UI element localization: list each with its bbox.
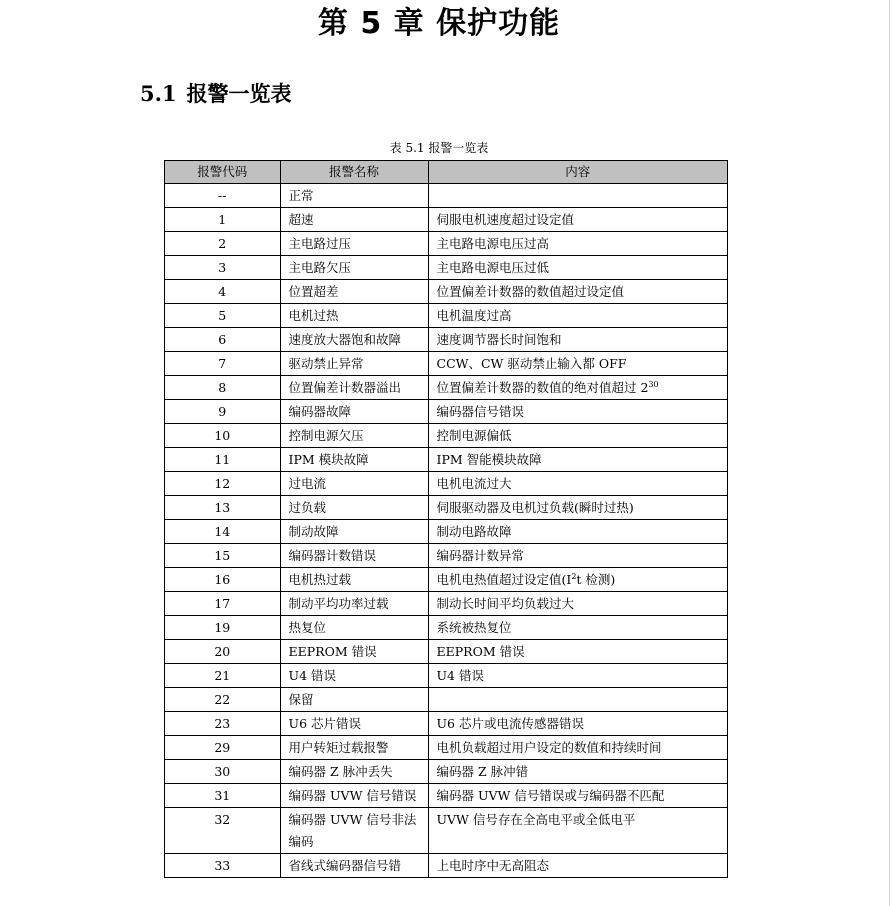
alarm-content-text: 电机负载超过用户设定的数值和持续时间 [436,740,662,755]
alarm-content-text: 编码器计数异常 [436,548,525,563]
table-row [165,352,728,376]
alarm-name-cell: 编码器 Z 脉冲丢失 [280,760,428,784]
alarm-content-text: U6 芯片或电流传感器错误 [436,716,584,731]
table-row [165,208,728,232]
alarm-name-cell: 过负载 [280,496,428,520]
alarm-code-cell: 7 [165,352,281,376]
alarm-code-cell: 5 [165,304,281,328]
table-row [165,184,728,208]
alarm-content-text: 伺服电机速度超过设定值 [436,212,575,227]
alarm-code-cell: 1 [165,208,281,232]
alarm-content-text: 电机电热值超过设定值(I [436,572,572,587]
alarm-content-text: UVW 信号存在全高电平或全低电平 [436,812,636,827]
alarm-name-cell: 电机热过载 [280,568,428,592]
chapter-title: 第 5 章 保护功能 [317,6,561,41]
alarm-code-cell: 20 [165,640,281,664]
alarm-name-cell: 位置超差 [280,280,428,304]
alarm-name-cell: 制动故障 [280,520,428,544]
alarm-content-cell [428,760,728,784]
alarm-content-text: 伺服驱动器及电机过负载(瞬时过热) [436,500,634,515]
alarm-content-cell [428,736,728,760]
alarm-content-text: 编码器 UVW 信号错误或与编码器不匹配 [436,788,665,803]
table-body [165,184,728,878]
alarm-content-cell [428,496,728,520]
alarm-content-cell [428,520,728,544]
alarm-name-cell [280,808,428,854]
table-row [165,280,728,304]
alarm-content-cell [428,376,728,400]
table-row [165,808,728,854]
alarm-content-cell [428,664,728,688]
alarm-content-text: IPM 智能模块故障 [436,452,542,467]
alarm-code-cell: 23 [165,712,281,736]
table-row [165,232,728,256]
alarm-content-cell [428,256,728,280]
section-heading [140,79,292,109]
alarm-name-cell: 编码器计数错误 [280,544,428,568]
alarm-content-tail: t 检测) [576,572,616,587]
alarm-code-cell: 17 [165,592,281,616]
alarm-name-cell: 驱动禁止异常 [280,352,428,376]
alarm-content-cell [428,352,728,376]
alarm-content-cell [428,472,728,496]
alarm-content-text: 电机电流过大 [436,476,512,491]
alarm-code-cell: 12 [165,472,281,496]
alarm-name-cell: 主电路欠压 [280,256,428,280]
table-row [165,256,728,280]
header-name: 报警名称 [280,161,428,184]
alarm-name-cell: 正常 [280,184,428,208]
table-row [165,854,728,878]
table-row [165,304,728,328]
alarm-content-cell [428,208,728,232]
alarm-content-cell [428,232,728,256]
alarm-table [164,160,728,878]
table-row [165,376,728,400]
alarm-code-cell: 10 [165,424,281,448]
table-row [165,568,728,592]
table-row [165,760,728,784]
table-row [165,424,728,448]
alarm-content-text: 制动电路故障 [436,524,512,539]
alarm-content-text: CCW、CW 驱动禁止输入都 OFF [436,356,627,371]
table-row [165,448,728,472]
alarm-code-cell: 14 [165,520,281,544]
page-edge-line [889,0,890,906]
alarm-code-cell: 21 [165,664,281,688]
alarm-content-cell [428,304,728,328]
alarm-code-cell: 11 [165,448,281,472]
alarm-name-cell: 编码器 UVW 信号错误 [280,784,428,808]
alarm-content-cell [428,712,728,736]
alarm-code-cell: 8 [165,376,281,400]
table-row [165,520,728,544]
alarm-name-cell: 超速 [280,208,428,232]
alarm-name-cell: 省线式编码器信号错 [280,854,428,878]
alarm-name-cell: 速度放大器饱和故障 [280,328,428,352]
table-row [165,688,728,712]
alarm-content-text: 位置偏差计数器的数值超过设定值 [436,284,625,299]
alarm-code-cell: 29 [165,736,281,760]
alarm-name-cell: 电机过热 [280,304,428,328]
alarm-content-cell [428,616,728,640]
alarm-content-text: 电机温度过高 [436,308,512,323]
table-header-row [165,161,728,184]
alarm-name-cell: IPM 模块故障 [280,448,428,472]
alarm-content-text: 控制电源偏低 [436,428,512,443]
alarm-content-text: 主电路电源电压过低 [436,260,550,275]
alarm-content-cell [428,328,728,352]
alarm-content-text: 速度调节器长时间饱和 [436,332,562,347]
table-row [165,640,728,664]
alarm-code-cell: 6 [165,328,281,352]
alarm-content-text: 主电路电源电压过高 [436,236,550,251]
alarm-code-cell: 32 [165,808,281,854]
alarm-name-line2: 编码 [288,834,314,849]
table-row [165,544,728,568]
table-row [165,400,728,424]
alarm-content-cell [428,280,728,304]
alarm-name-cell: 用户转矩过载报警 [280,736,428,760]
alarm-code-cell: 30 [165,760,281,784]
alarm-code-cell: 9 [165,400,281,424]
header-content: 内容 [428,161,728,184]
alarm-code-cell: 33 [165,854,281,878]
alarm-name-cell: EEPROM 错误 [280,640,428,664]
alarm-content-cell [428,568,728,592]
table-row [165,472,728,496]
alarm-content-text: EEPROM 错误 [436,644,525,659]
alarm-content-cell [428,400,728,424]
alarm-content-cell [428,592,728,616]
alarm-code-cell: 3 [165,256,281,280]
alarm-name-cell: 编码器故障 [280,400,428,424]
alarm-name-cell: 控制电源欠压 [280,424,428,448]
alarm-name-cell: U6 芯片错误 [280,712,428,736]
table-row [165,328,728,352]
alarm-content-cell [428,544,728,568]
alarm-content-text: 上电时序中无高阻态 [436,858,550,873]
alarm-content-text: 编码器 Z 脉冲错 [436,764,529,779]
section-number: 5.1 [140,81,177,106]
alarm-code-cell: 22 [165,688,281,712]
alarm-content-cell [428,808,728,854]
alarm-content-cell [428,424,728,448]
header-code: 报警代码 [165,161,281,184]
table-caption: 表 5.1 报警一览表 [389,141,489,155]
alarm-content-cell [428,688,728,712]
alarm-code-cell: 15 [165,544,281,568]
alarm-name-line1: 编码器 UVW 信号非法 [288,812,417,827]
alarm-code-cell: 13 [165,496,281,520]
alarm-code-cell: 31 [165,784,281,808]
alarm-code-cell: 19 [165,616,281,640]
alarm-name-cell: 主电路过压 [280,232,428,256]
alarm-content-text: 位置偏差计数器的数值的绝对值超过 2 [436,380,649,395]
alarm-content-cell [428,184,728,208]
section-title: 报警一览表 [186,82,292,106]
table-row [165,712,728,736]
alarm-code-cell: 4 [165,280,281,304]
table-row [165,616,728,640]
table-row [165,784,728,808]
alarm-content-cell [428,784,728,808]
superscript: 30 [648,379,659,389]
alarm-code-cell: 2 [165,232,281,256]
alarm-name-cell: U4 错误 [280,664,428,688]
alarm-content-text: 编码器信号错误 [436,404,525,419]
alarm-name-cell: 热复位 [280,616,428,640]
table-row [165,736,728,760]
superscript: 2 [571,571,577,581]
alarm-name-cell: 过电流 [280,472,428,496]
alarm-name-cell: 保留 [280,688,428,712]
alarm-name-cell: 制动平均功率过载 [280,592,428,616]
table-row [165,664,728,688]
alarm-content-cell [428,640,728,664]
alarm-content-cell [428,854,728,878]
alarm-content-text: 制动长时间平均负载过大 [436,596,575,611]
alarm-content-text: U4 错误 [436,668,484,683]
table-row [165,592,728,616]
alarm-code-cell: 16 [165,568,281,592]
alarm-name-cell: 位置偏差计数器溢出 [280,376,428,400]
table-row [165,496,728,520]
alarm-code-cell: -- [165,184,281,208]
alarm-content-text: 系统被热复位 [436,620,512,635]
alarm-content-cell [428,448,728,472]
